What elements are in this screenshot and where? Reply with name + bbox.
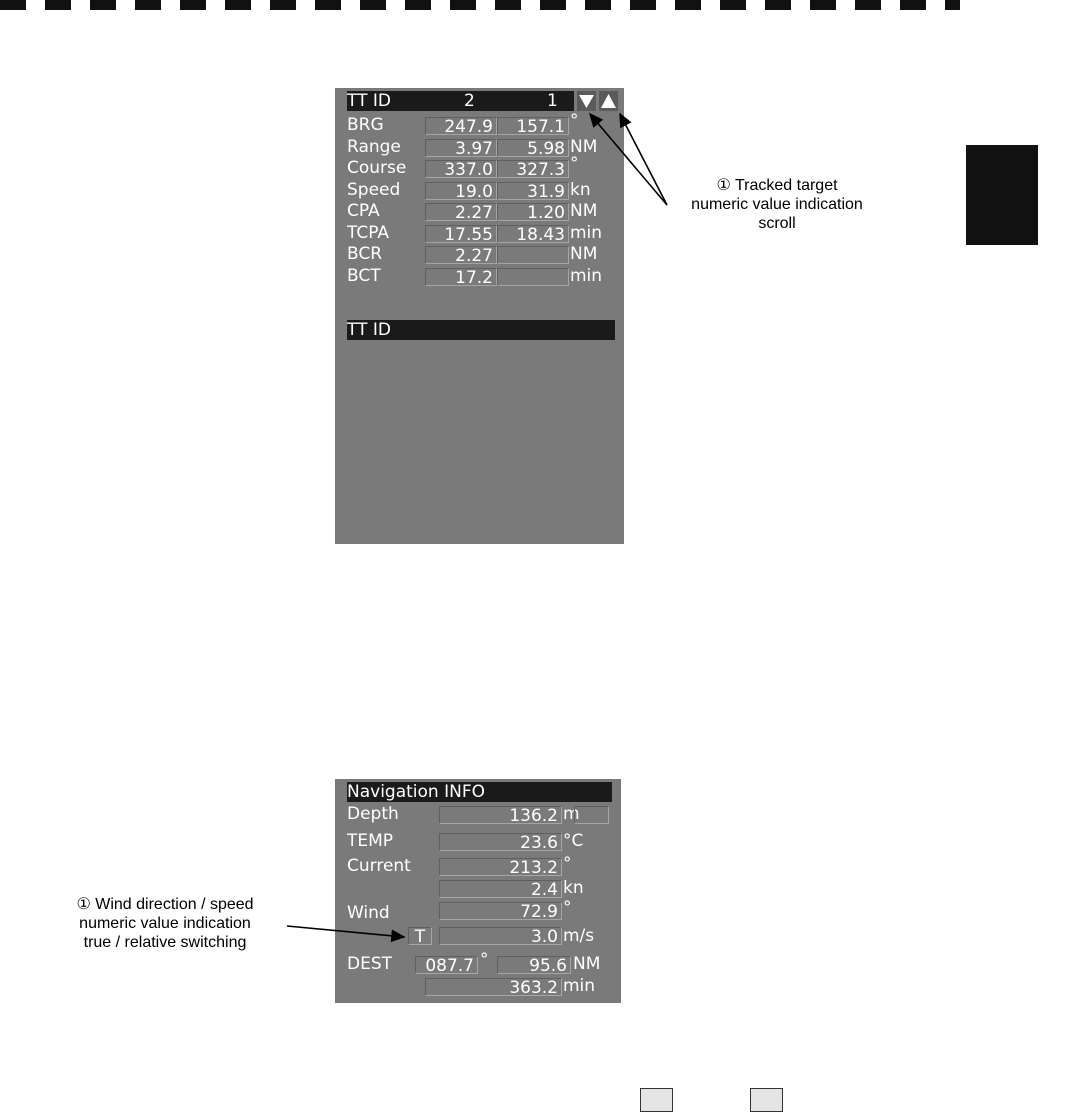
wind-true-relative-toggle[interactable]: T [408,927,432,945]
wind-annotation-line1: ① Wind direction / speed [76,896,254,913]
dest-label: DEST [347,954,393,974]
tt-row-label: Course [347,158,407,178]
tt-row-value-2: 1.20 [497,203,569,221]
temp-unit: °C [563,831,584,851]
tt-row-label: CPA [347,201,380,221]
tt-row-unit: NM [570,244,598,264]
tt-row-unit: kn [570,179,591,200]
current-label: Current [347,856,411,876]
temp-value: 23.6 [439,833,562,851]
dest-bearing-unit: ° [480,950,489,970]
tt-annotation-line1: ① Tracked target [716,177,838,194]
tt-row-value-1: 337.0 [425,160,497,178]
tt-row-value-1: 19.0 [425,182,497,200]
arrow-to-scroll-up [620,114,667,205]
tt-row-value-1: 3.97 [425,139,497,157]
tt-row-unit: min [570,265,603,286]
wind-annotation-line3: true / relative switching [83,934,247,951]
dest-time-unit: min [563,976,596,996]
tt-row-unit: ° [570,111,579,131]
tt-row-value-2: 18.43 [497,225,569,243]
dest-time-value: 363.2 [425,978,562,996]
tt-row-label: TCPA [347,222,390,243]
wind-label: Wind [347,903,390,923]
nav-header: Navigation INFO [347,782,612,802]
temp-label: TEMP [347,831,394,851]
tt-row-value-2: 5.98 [497,139,569,157]
current-speed-value: 2.4 [439,880,562,898]
tt-annotation-line3: scroll [758,215,796,232]
tt-row-value-2: 157.1 [497,117,569,135]
wind-annotation-line2: numeric value indication [79,915,251,932]
key-box-1 [640,1088,673,1112]
tt-row-label: BRG [347,115,384,135]
tt-row-value-2: 327.3 [497,160,569,178]
tt-col1-id[interactable]: 2 [464,91,475,111]
tt-row-label: BCT [347,265,381,286]
arrow-to-scroll-down [590,114,667,205]
current-speed-unit: kn [563,878,584,898]
tt-row-value-1: 2.27 [425,246,497,264]
tt-row-label: Range [347,136,401,157]
tt-row-unit: min [570,222,603,243]
dest-distance-unit: NM [573,954,601,974]
tt-row-unit: NM [570,201,598,221]
tt-header-label: TT ID [347,91,391,111]
tt-row-unit: ° [570,154,579,174]
tt-annotation-line2: numeric value indication [691,196,863,213]
tt-row-unit: NM [570,136,598,157]
arrow-to-wind-toggle [287,926,404,937]
current-direction-value: 213.2 [439,858,562,876]
tt-row-value-1: 247.9 [425,117,497,135]
depth-value: 136.2 [439,806,562,824]
wind-speed-unit: m/s [563,926,595,946]
tt-row-value-1: 17.55 [425,225,497,243]
tt-col2-id[interactable]: 1 [547,91,558,111]
tt-row-label: BCR [347,244,383,264]
tt-row-value-1: 17.2 [425,268,497,286]
tt-row-value-2: 31.9 [497,182,569,200]
dest-bearing-value: 087.7 [415,956,478,974]
depth-unit: m [563,804,580,824]
wind-direction-value: 72.9 [439,902,562,920]
tt-header2-label: TT ID [347,320,391,340]
tt-row-label: Speed [347,179,401,200]
depth-label: Depth [347,804,399,824]
wind-direction-unit: ° [563,898,572,918]
dest-distance-value: 95.6 [497,956,571,974]
tt-row-value-1: 2.27 [425,203,497,221]
current-direction-unit: ° [563,854,572,874]
wind-speed-value: 3.0 [439,927,562,945]
key-box-2 [750,1088,783,1112]
